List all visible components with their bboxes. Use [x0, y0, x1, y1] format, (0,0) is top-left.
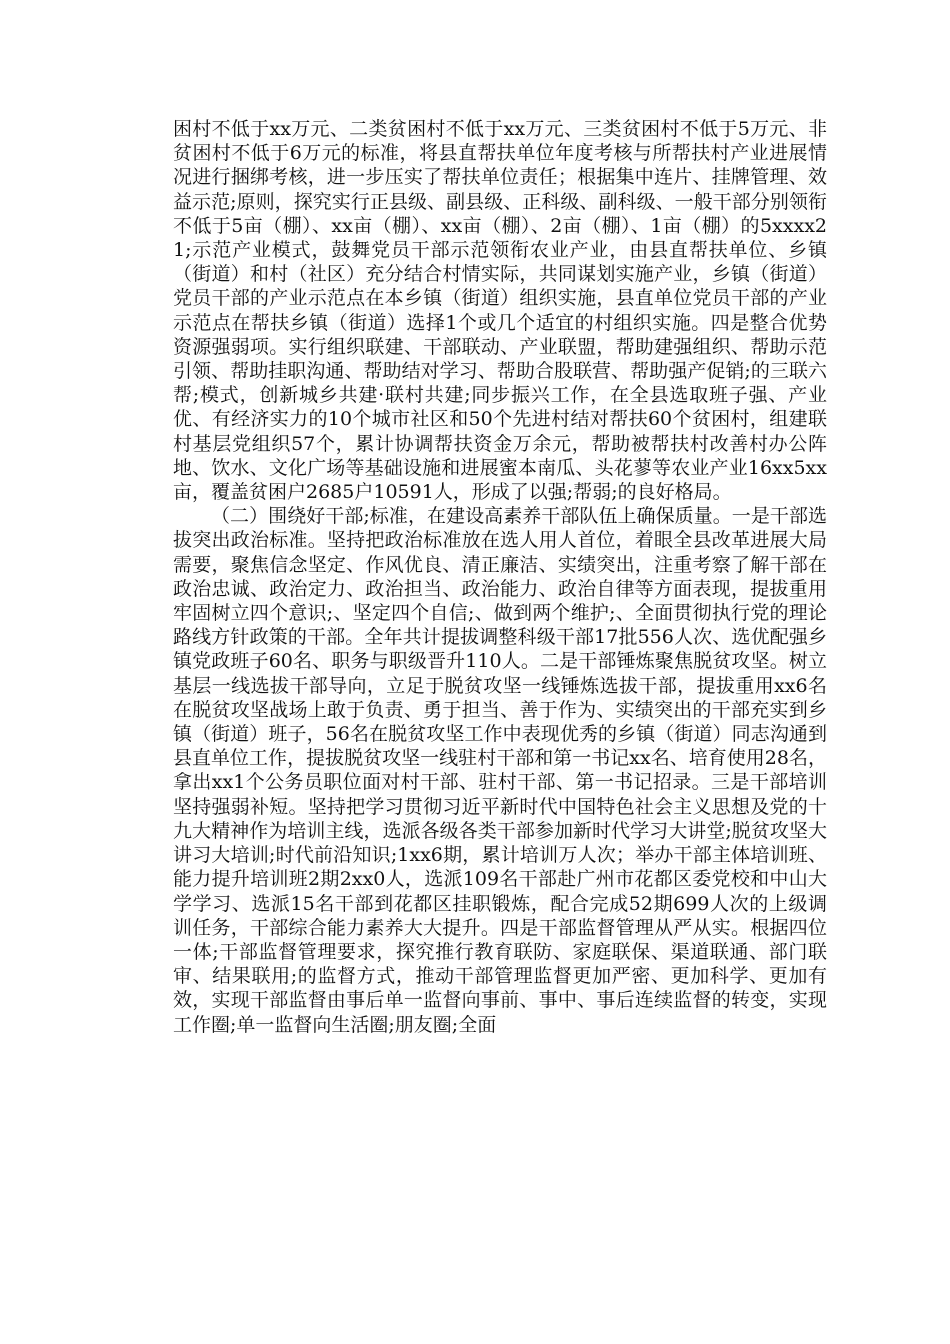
- paragraph-2: （二）围绕好干部;标准，在建设高素养干部队伍上确保质量。一是干部选拔突出政治标准。坚持把政治标准放在选人用人首位，着眼全县改革进展大局需要，聚焦信念坚定、作风优良、清正廉洁、实绩突出，注重考察了解干部在政治忠诚、政治定力、政治担当、政治能力、政治自律等方面表现，提拔重用牢固树立四个意识;、坚定四个自信;、做到两个维护;、全面贯彻执行党的理论路线方针政策的干部。全年共计提拔调整科级干部17批556人次、选优配强乡镇党政班子60名、职务与职级晋升110人。二是干部锤炼聚焦脱贫攻坚。树立基层一线选拔干部导向，立足于脱贫攻坚一线锤炼选拔干部，提拔重用xx6名在脱贫攻坚战场上敢于负责、勇于担当、善于作为、实绩突出的干部充实到乡镇（街道）班子，56名在脱贫攻坚工作中表现优秀的乡镇（街道）同志沟通到县直单位工作，提拔脱贫攻坚一线驻村干部和第一书记xx名、培育使用28名，拿出xx1个公务员职位面对村干部、驻村干部、第一书记招录。三是干部培训坚持强弱补短。坚持把学习贯彻习近平新时代中国特色社会主义思想及党的十九大精神作为培训主线，选派各级各类干部参加新时代学习大讲堂;脱贫攻坚大讲习大培训;时代前沿知识;1xx6期，累计培训万人次；举办干部主体培训班、能力提升培训班2期2xx0人，选派109名干部赴广州市花都区委党校和中山大学学习、选派15名干部到花都区挂职锻炼，配合完成52期699人次的上级调训任务，干部综合能力素养大大提升。四是干部监督管理从严从实。根据四位一体;干部监督管理要求，探究推行教育联防、家庭联保、渠道联通、部门联审、结果联用;的监督方式，推动干部管理监督更加严密、更加科学、更加有效，实现干部监督由事后单一监督向事前、事中、事后连续监督的转变，实现工作圈;单一监督向生活圈;朋友圈;全面: [173, 505, 827, 1036]
- paragraph-1: 困村不低于xx万元、二类贫困村不低于xx万元、三类贫困村不低于5万元、非贫困村不低于6万元的标准，将县直帮扶单位年度考核与所帮扶村产业进展情况进行捆绑考核，进一步压实了帮扶单位责任；根据集中连片、挂牌管理、效益示范;原则，探究实行正县级、副县级、正科级、副科级、一般干部分别领衔不低于5亩（棚）、xx亩（棚）、xx亩（棚）、2亩（棚）、1亩（棚）的5xxxx21;示范产业模式，鼓舞党员干部示范领衔农业产业，由县直帮扶单位、乡镇（街道）和村（社区）充分结合村情实际，共同谋划实施产业，乡镇（街道）党员干部的产业示范点在本乡镇（街道）组织实施，县直单位党员干部的产业示范点在帮扶乡镇（街道）选择1个或几个适宜的村组织实施。四是整合优势资源强弱项。实行组织联建、干部联动、产业联盟，帮助建强组织、帮助示范引领、帮助挂职沟通、帮助结对学习、帮助合股联营、帮助强产促销;的三联六帮;模式，创新城乡共建·联村共建;同步振兴工作，在全县选取班子强、产业优、有经济实力的10个城市社区和50个先进村结对帮扶60个贫困村，组建联村基层党组织57个，累计协调帮扶资金万余元，帮助被帮扶村改善村办公阵地、饮水、文化广场等基础设施和进展蜜本南瓜、头花蓼等农业产业16xx5xx亩，覆盖贫困户2685户10591人，形成了以强;帮弱;的良好格局。: [173, 118, 827, 504]
- document-body: [173, 117, 827, 1037]
